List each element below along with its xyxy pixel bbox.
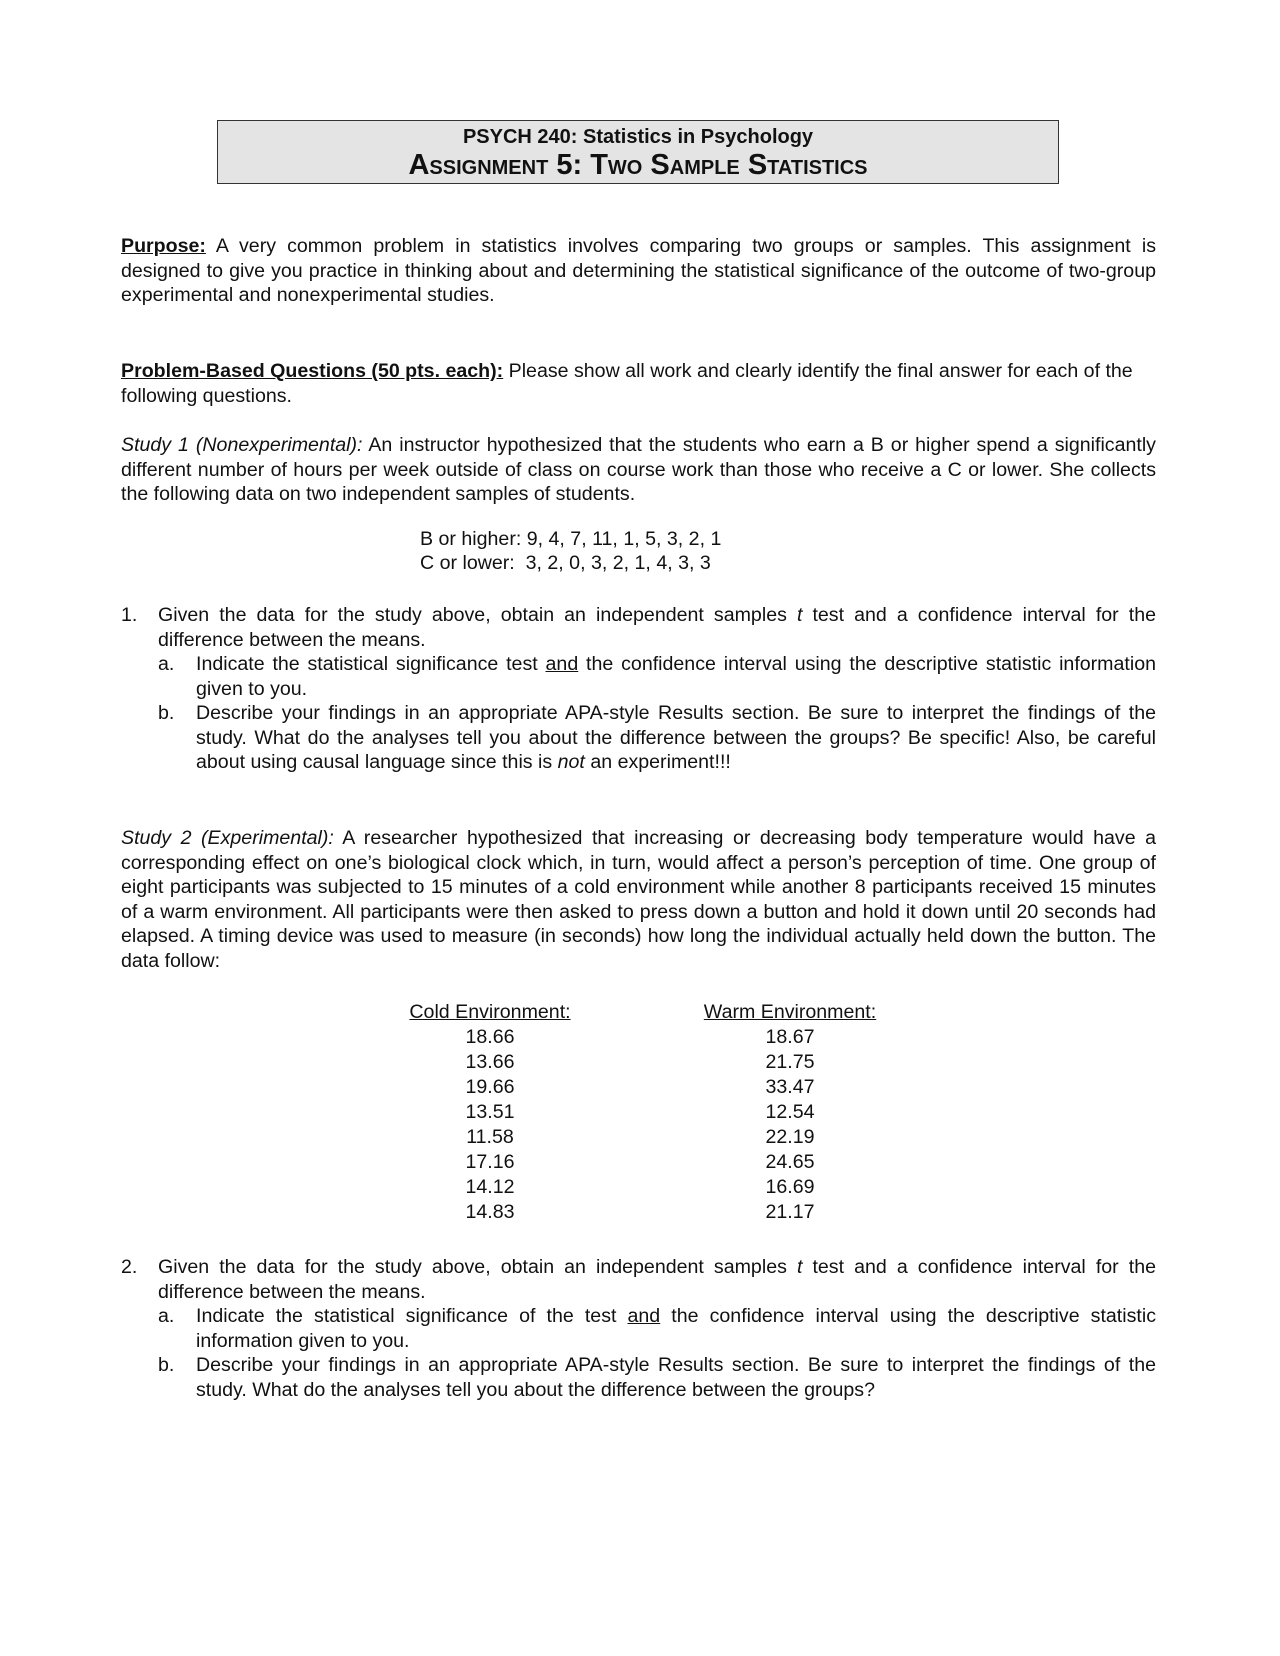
q1b-letter: b. [158,702,175,724]
cold-value: 13.51 [465,1101,515,1123]
purpose-text: A very common problem in statistics involves comparing two groups or samples. This assignment is designed to give you practice in thinking about and determining the statistical significance of the outcome of two-group experimental and nonexperimental studies. [121,235,1156,306]
purpose-label: Purpose: [121,235,206,257]
study2-text: A researcher hypothesized that increasing or decreasing body temperature would have a corresponding effect on one’s biological clock which, in turn, would affect a person’s perception of time. One group of eight participants was subjected to 15 minutes of a cold environment while another 8 participants received 15 minutes of a warm environment. All participants were then asked to press down a button and hold it down until 20 seconds had elapsed. A timing device was used to measure (in seconds) how long the individual actually held down the button. The data follow: [121,827,1156,972]
cold-value: 14.83 [465,1201,515,1223]
cold-value: 18.66 [465,1026,515,1048]
warm-value: 24.65 [765,1151,815,1173]
q1a-text-post: the confidence interval using the descriptive statistic information given to you. [196,653,1156,700]
study1-data-c: C or lower: 3, 2, 0, 3, 2, 1, 4, 3, 3 [420,552,711,574]
q1-text-pre: Given the data for the study above, obtain an independent samples [158,604,797,626]
cold-column [405,1000,575,1225]
cold-value: 13.66 [465,1051,515,1073]
title-box [217,120,1059,184]
problem-based-text: Please show all work and clearly identify the final answer for each of the following questions. [121,360,1133,407]
cold-value: 17.16 [465,1151,515,1173]
q1a-letter: a. [158,653,175,675]
q1-t: t [796,604,803,626]
cold-value: 19.66 [465,1076,515,1098]
q2a-letter: a. [158,1305,175,1327]
q1a-text-pre: Indicate the statistical significance test [196,653,546,675]
question-2 [121,1255,1156,1402]
q1-number: 1. [121,604,138,626]
warm-value: 16.69 [765,1176,815,1198]
q2b-text: Describe your findings in an appropriate APA-style Results section. Be sure to interpret the findings of the study. What do the analyses tell you about the difference between the groups? [196,1354,1156,1401]
course-title: PSYCH 240: Statistics in Psychology [462,126,814,148]
q1b-not: not [557,751,585,773]
purpose-paragraph [121,234,1156,308]
warm-value: 18.67 [765,1026,815,1048]
study2-label: Study 2 (Experimental): [121,827,334,849]
q1a-and: and [545,653,579,675]
q1-text-post: test and a confidence interval for the difference between the means. [158,604,1156,651]
warm-column [697,1000,883,1225]
problem-based-paragraph [121,359,1156,408]
study2-paragraph [121,826,1156,973]
q2a-text-post: the confidence interval using the descriptive statistic information given to you. [196,1305,1156,1352]
q2-number: 2. [121,1256,138,1278]
question-1 [121,603,1156,775]
warm-value: 21.75 [765,1051,815,1073]
warm-header: Warm Environment: [703,1001,877,1023]
warm-value: 33.47 [765,1076,815,1098]
q2b-letter: b. [158,1354,175,1376]
assignment-title: Assignment 5: Two Sample Statistics [408,149,868,181]
q2-t: t [796,1256,803,1278]
q2a-and: and [627,1305,661,1327]
warm-value: 22.19 [765,1126,815,1148]
q2-text-pre: Given the data for the study above, obtain an independent samples [158,1256,797,1278]
cold-value: 11.58 [466,1126,514,1148]
study1-text: An instructor hypothesized that the students who earn a B or higher spend a significantly different number of hours per week outside of class on course work than those who receive a C or lower. She collects the following data on two independent samples of students. [121,434,1156,505]
q1b-text-post: an experiment!!! [584,751,731,773]
warm-value: 12.54 [765,1101,815,1123]
problem-based-label: Problem-Based Questions (50 pts. each): [121,360,504,382]
q1b-text-pre: Describe your findings in an appropriate APA-style Results section. Be sure to interpret the findings of the study. What do the analyses tell you about the difference between the groups? Be specific! Also, be careful about using causal language since this is [196,702,1156,773]
study1-label: Study 1 (Nonexperimental): [121,434,363,456]
cold-value: 14.12 [465,1176,515,1198]
cold-header: Cold Environment: [409,1001,571,1023]
q2a-text-pre: Indicate the statistical significance of the test [196,1305,628,1327]
warm-value: 21.17 [765,1201,815,1223]
study1-paragraph [121,433,1156,507]
study1-data-b: B or higher: 9, 4, 7, 11, 1, 5, 3, 2, 1 [420,528,722,550]
q2-text-post: test and a confidence interval for the difference between the means. [158,1256,1156,1303]
